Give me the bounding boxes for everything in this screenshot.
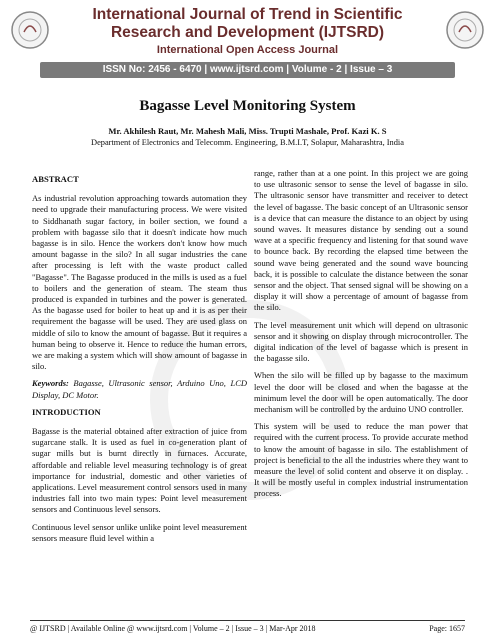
right-paragraph-2: The level measurement unit which will depend on ultrasonic sensor and it showing on display through microcontroller. The digital indication of the level of bagasse which is present in the bagasse silo. <box>254 319 468 364</box>
page-number: Page: 1657 <box>429 624 465 633</box>
paper-title: Bagasse Level Monitoring System <box>139 98 356 114</box>
page-footer <box>30 624 465 633</box>
journal-title-line1: International Journal of Trend in Scientific <box>92 6 403 23</box>
issn-bar: ISSN No: 2456 - 6470 | www.ijtsrd.com | Volume - 2 | Issue – 3 <box>40 62 455 78</box>
right-paragraph-1: range, rather than at a one point. In this project we are going to use ultrasonic sensor to sense the level of bagasse in silo. The ultrasonic sensor have transmitter and receiver to detect the level of bagasse. The basic concept of an Ultrasonic sensor is a device that can measure the distance to an object by using sound waves. It measures distance by sending out a sound wave at a specific frequency and listening for that sound wave to bounce back. By recording the elapsed time between the sound wave being generated and the sound wave bouncing back, it is possible to calculate the distance between the sonar sensor and the object. That sensed signal will be showing on a display it will show a percentage of amount of bagasse from the silo. <box>254 168 468 313</box>
intro-paragraph-2: Continuous level sensor unlike unlike point level measurement sensors measure fluid level within a <box>32 521 247 543</box>
keywords-label: Keywords: <box>32 378 69 389</box>
abstract-heading: ABSTRACT <box>32 174 79 184</box>
journal-header <box>0 0 495 82</box>
footer-divider <box>30 620 465 621</box>
journal-logo-right <box>445 10 485 50</box>
footer-citation: @ IJTSRD | Available Online @ www.ijtsrd.com | Volume – 2 | Issue – 3 | Mar-Apr 2018 <box>30 624 316 633</box>
journal-subtitle: International Open Access Journal <box>156 44 339 56</box>
right-column <box>254 168 468 506</box>
intro-paragraph-1: Bagasse is the material obtained after extraction of juice from sugarcane stalk. It is used as fuel in co-generation plant of sugar mills but is burnt directly in furnaces. Accurate, affordable and reliable level measuring technology is of great importance for industrial, domestic and other varieties of applications. Level measurement control sensors used in many industries fall into two main types: Point level measurement sensors and Continuous level sensors. <box>32 426 247 515</box>
paper-department: Department of Electronics and Telecomm. Engineering, B.M.I.T, Solapur, Maharashtra, India <box>91 138 404 147</box>
journal-title-line2: Research and Development (IJTSRD) <box>110 24 385 41</box>
keywords <box>32 378 247 400</box>
right-paragraph-3: When the silo will be filled up by bagasse to the maximum level the door will be closed and when the bagasse at the minimum level the door will be open automatically. The door mechanism will be controlled by the arduino UNO controller. <box>254 370 468 415</box>
keywords-text: Bagasse, Ultrasonic sensor, Arduino Uno, LCD Display, DC Motor. <box>32 378 247 400</box>
left-column <box>32 168 247 550</box>
paper-authors: Mr. Akhilesh Raut, Mr. Mahesh Mali, Miss. Trupti Mashale, Prof. Kazi K. S <box>108 126 387 136</box>
right-paragraph-4: This system will be used to reduce the man power that required with the current process. To provide accurate method to know the amount of bagasse in silo. The establishment of project is beneficial to the all the industries where they want to measure the level of solid content and observe it on display. . It will be mostly useful in complex industrial instrumentation process. <box>254 421 468 499</box>
abstract-text: As industrial revolution approaching towards automation they need to upgrade their manufacturing process. We were visited to Siddhanath sugar factory, in boiler section, we found a problem with bagasse silo that it doesn't indicate how much bagasse is in silo. Hence the workers don't know how much amount bagasse in the silo? In all sugar industries the cane after processing is left with the waste product called "Bagasse". The Bagasse produced in the mills is used as a fuel to boilers and the generation of steam. The steam thus produced is expanded in turbines and the power is generated. As the bagasse used for boiler to heat up and it is as per their requirement the bagasse will be used. They are used glass on middle of silo to know the amount of bagasse. But it requires a human being to observe it. Hence to reduce the human errors, we are making a system which will show amount of bagasse in silo. <box>32 193 247 372</box>
journal-logo-left <box>10 10 50 50</box>
introduction-heading: INTRODUCTION <box>32 406 101 417</box>
